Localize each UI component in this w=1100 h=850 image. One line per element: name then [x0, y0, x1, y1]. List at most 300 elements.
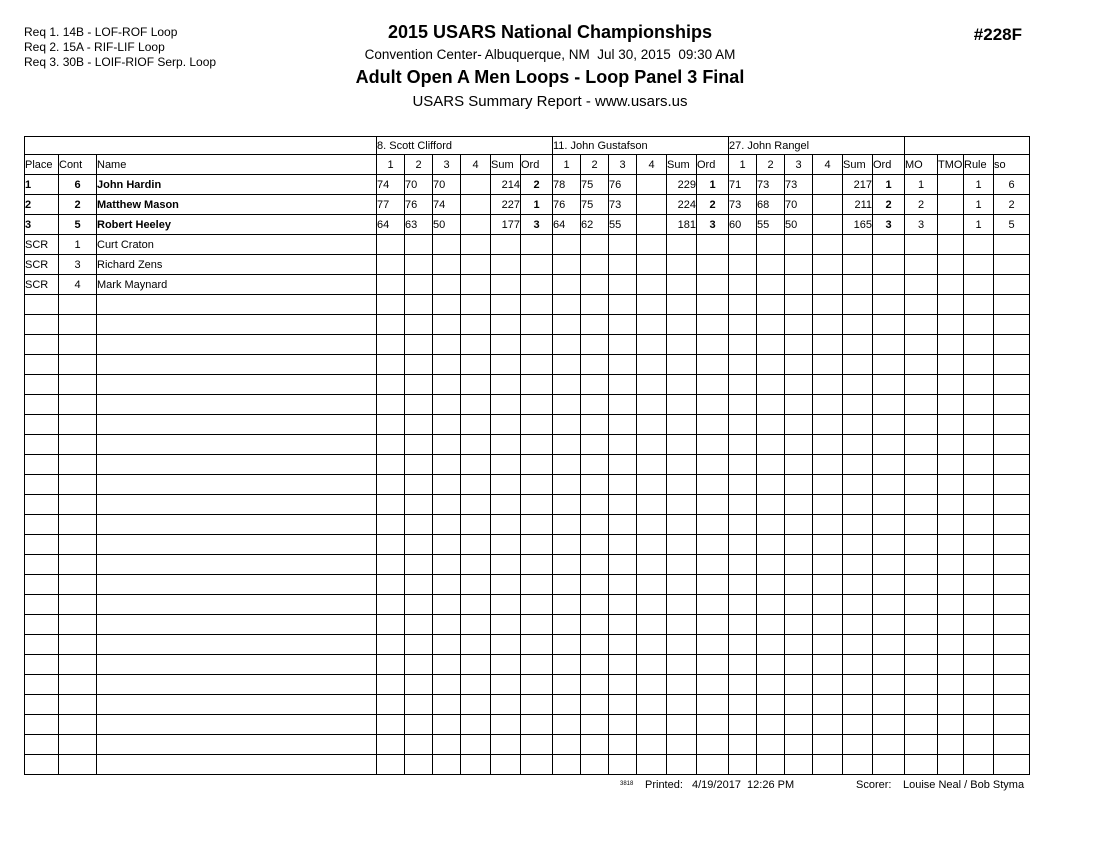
- empty-cell: [729, 335, 757, 355]
- empty-cell: [994, 515, 1030, 535]
- empty-cell: [491, 455, 521, 475]
- mo-cell: 2: [905, 195, 938, 215]
- empty-cell: [757, 675, 785, 695]
- empty-cell: [581, 675, 609, 695]
- empty-cell: [813, 735, 843, 755]
- empty-cell: [609, 435, 637, 455]
- empty-cell: [461, 375, 491, 395]
- empty-cell: [994, 315, 1030, 335]
- empty-cell: [843, 375, 873, 395]
- empty-cell: [97, 575, 377, 595]
- empty-cell: [873, 295, 905, 315]
- empty-cell: [729, 515, 757, 535]
- empty-cell: [873, 555, 905, 575]
- score-cell: 55: [609, 215, 637, 235]
- ordinal-cell: 2: [873, 195, 905, 215]
- empty-cell: [785, 715, 813, 735]
- place-cell: 1: [25, 175, 59, 195]
- empty-cell: [994, 435, 1030, 455]
- empty-cell: [905, 435, 938, 455]
- empty-cell: [491, 735, 521, 755]
- event-title: Adult Open A Men Loops - Loop Panel 3 Final: [355, 67, 745, 87]
- empty-cell: [729, 315, 757, 335]
- empty-cell: [491, 715, 521, 735]
- empty-cell: [25, 695, 59, 715]
- empty-cell: [697, 315, 729, 335]
- skater-name-cell: Robert Heeley: [97, 215, 377, 235]
- ordinal-cell: 3: [521, 215, 553, 235]
- rule-cell: 1: [964, 175, 994, 195]
- empty-cell: [938, 595, 964, 615]
- sum-cell: [667, 235, 697, 255]
- empty-cell: [667, 355, 697, 375]
- empty-cell: [785, 615, 813, 635]
- empty-cell: [609, 575, 637, 595]
- score-cell: [405, 275, 433, 295]
- contestant-number-cell: 3: [59, 255, 97, 275]
- empty-cell: [59, 355, 97, 375]
- empty-cell: [843, 615, 873, 635]
- empty-cell: [25, 535, 59, 555]
- empty-cell: [25, 755, 59, 775]
- empty-cell: [905, 675, 938, 695]
- empty-cell: [905, 335, 938, 355]
- empty-cell: [405, 755, 433, 775]
- empty-cell: [905, 355, 938, 375]
- score-cell: 78: [553, 175, 581, 195]
- column-header: 3: [609, 155, 637, 175]
- empty-cell: [97, 495, 377, 515]
- empty-cell: [667, 615, 697, 635]
- score-cell: 75: [581, 175, 609, 195]
- empty-cell: [521, 395, 553, 415]
- empty-cell: [964, 755, 994, 775]
- empty-cell: [59, 455, 97, 475]
- column-header: Cont: [59, 155, 97, 175]
- result-row: [25, 275, 1030, 295]
- empty-cell: [843, 395, 873, 415]
- score-cell: 70: [785, 195, 813, 215]
- empty-cell: [609, 735, 637, 755]
- empty-cell: [667, 335, 697, 355]
- column-header: Sum: [843, 155, 873, 175]
- score-cell: [729, 235, 757, 255]
- score-cell: [405, 255, 433, 275]
- empty-cell: [938, 455, 964, 475]
- empty-cell: [461, 415, 491, 435]
- ordinal-cell: 2: [521, 175, 553, 195]
- empty-cell: [433, 675, 461, 695]
- empty-cell: [785, 315, 813, 335]
- empty-cell: [667, 495, 697, 515]
- score-cell: [757, 255, 785, 275]
- column-header: 2: [581, 155, 609, 175]
- report-number: #228F: [973, 25, 1022, 44]
- empty-cell: [697, 555, 729, 575]
- empty-cell: [813, 495, 843, 515]
- empty-cell: [757, 455, 785, 475]
- score-cell: 60: [729, 215, 757, 235]
- empty-cell: [609, 675, 637, 695]
- empty-cell: [757, 515, 785, 535]
- empty-cell: [905, 655, 938, 675]
- empty-cell: [609, 315, 637, 335]
- ordinal-cell: [873, 255, 905, 275]
- empty-cell: [905, 415, 938, 435]
- empty-cell: [757, 315, 785, 335]
- column-header: 1: [729, 155, 757, 175]
- empty-cell: [461, 355, 491, 375]
- rule-cell: 1: [964, 215, 994, 235]
- ordinal-cell: [697, 235, 729, 255]
- empty-cell: [729, 295, 757, 315]
- tmo-cell: [938, 235, 964, 255]
- tmo-cell: [938, 255, 964, 275]
- place-cell: SCR: [25, 255, 59, 275]
- empty-cell: [491, 555, 521, 575]
- so-cell: 6: [994, 175, 1030, 195]
- score-cell: [377, 275, 405, 295]
- empty-cell: [964, 295, 994, 315]
- sum-cell: 214: [491, 175, 521, 195]
- empty-cell: [405, 555, 433, 575]
- empty-cell: [667, 635, 697, 655]
- empty-cell: [405, 695, 433, 715]
- empty-cell: [785, 515, 813, 535]
- empty-cell: [994, 415, 1030, 435]
- empty-cell: [491, 415, 521, 435]
- empty-cell: [581, 535, 609, 555]
- empty-cell: [97, 315, 377, 335]
- empty-cell: [581, 395, 609, 415]
- empty-cell: [405, 395, 433, 415]
- empty-cell: [905, 535, 938, 555]
- report-type-line: USARS Summary Report - www.usars.us: [412, 93, 688, 110]
- empty-cell: [609, 695, 637, 715]
- score-cell: [813, 235, 843, 255]
- empty-cell: [461, 635, 491, 655]
- empty-cell: [905, 715, 938, 735]
- score-cell: [581, 255, 609, 275]
- empty-cell: [405, 495, 433, 515]
- empty-cell: [461, 615, 491, 635]
- empty-cell: [553, 595, 581, 615]
- empty-cell: [25, 475, 59, 495]
- empty-cell: [637, 715, 667, 735]
- empty-cell: [757, 715, 785, 735]
- scorer-label: Scorer:: [856, 779, 892, 791]
- score-cell: 76: [405, 195, 433, 215]
- empty-cell: [553, 355, 581, 375]
- empty-cell: [433, 595, 461, 615]
- empty-cell: [938, 535, 964, 555]
- empty-cell: [97, 455, 377, 475]
- judge-name: 8. Scott Clifford: [377, 137, 553, 155]
- empty-cell: [873, 415, 905, 435]
- judge-row-spacer: [905, 137, 1030, 155]
- empty-cell: [785, 475, 813, 495]
- contestant-number-cell: 1: [59, 235, 97, 255]
- empty-cell: [729, 475, 757, 495]
- column-header: Sum: [667, 155, 697, 175]
- score-cell: [785, 275, 813, 295]
- empty-cell: [813, 755, 843, 775]
- empty-cell: [813, 615, 843, 635]
- empty-cell: [97, 515, 377, 535]
- column-header: 1: [553, 155, 581, 175]
- empty-cell: [938, 515, 964, 535]
- empty-cell: [25, 595, 59, 615]
- empty-cell: [757, 415, 785, 435]
- column-header: Ord: [697, 155, 729, 175]
- column-header: 4: [461, 155, 491, 175]
- so-cell: 2: [994, 195, 1030, 215]
- empty-cell: [873, 495, 905, 515]
- empty-cell: [905, 295, 938, 315]
- empty-cell: [59, 595, 97, 615]
- empty-cell: [553, 695, 581, 715]
- empty-cell: [813, 635, 843, 655]
- score-cell: 76: [609, 175, 637, 195]
- empty-cell: [697, 635, 729, 655]
- empty-cell: [964, 475, 994, 495]
- empty-cell: [994, 535, 1030, 555]
- empty-cell: [433, 535, 461, 555]
- empty-cell: [964, 675, 994, 695]
- empty-cell: [637, 635, 667, 655]
- column-header: 4: [813, 155, 843, 175]
- score-cell: [461, 235, 491, 255]
- empty-cell: [757, 535, 785, 555]
- empty-cell: [964, 495, 994, 515]
- scorer-names: Louise Neal / Bob Styma: [903, 779, 1025, 791]
- empty-cell: [667, 315, 697, 335]
- empty-cell: [813, 595, 843, 615]
- empty-cell: [637, 355, 667, 375]
- empty-cell: [873, 475, 905, 495]
- empty-row: [25, 355, 1030, 375]
- empty-cell: [813, 295, 843, 315]
- score-cell: [553, 275, 581, 295]
- empty-cell: [377, 595, 405, 615]
- empty-cell: [581, 595, 609, 615]
- empty-cell: [729, 615, 757, 635]
- empty-cell: [433, 495, 461, 515]
- column-header: Name: [97, 155, 377, 175]
- score-cell: [609, 235, 637, 255]
- empty-cell: [405, 375, 433, 395]
- empty-cell: [377, 755, 405, 775]
- empty-cell: [581, 755, 609, 775]
- empty-cell: [405, 475, 433, 495]
- empty-cell: [994, 355, 1030, 375]
- empty-cell: [25, 455, 59, 475]
- empty-cell: [757, 595, 785, 615]
- empty-cell: [97, 655, 377, 675]
- score-cell: [729, 275, 757, 295]
- empty-cell: [994, 375, 1030, 395]
- empty-cell: [491, 395, 521, 415]
- empty-cell: [729, 375, 757, 395]
- sum-cell: 211: [843, 195, 873, 215]
- empty-cell: [97, 535, 377, 555]
- empty-cell: [405, 355, 433, 375]
- empty-cell: [785, 575, 813, 595]
- empty-row: [25, 735, 1030, 755]
- empty-cell: [25, 395, 59, 415]
- empty-cell: [553, 735, 581, 755]
- empty-cell: [461, 335, 491, 355]
- empty-cell: [97, 295, 377, 315]
- score-cell: [377, 255, 405, 275]
- empty-cell: [843, 735, 873, 755]
- mo-cell: [905, 255, 938, 275]
- sum-cell: [491, 255, 521, 275]
- empty-cell: [581, 515, 609, 535]
- empty-cell: [553, 375, 581, 395]
- empty-cell: [25, 615, 59, 635]
- empty-cell: [813, 475, 843, 495]
- empty-cell: [461, 495, 491, 515]
- empty-row: [25, 555, 1030, 575]
- empty-cell: [405, 535, 433, 555]
- score-cell: [637, 215, 667, 235]
- empty-cell: [553, 635, 581, 655]
- ordinal-cell: [697, 255, 729, 275]
- empty-cell: [994, 755, 1030, 775]
- place-cell: SCR: [25, 275, 59, 295]
- empty-cell: [491, 355, 521, 375]
- empty-cell: [405, 315, 433, 335]
- empty-cell: [491, 295, 521, 315]
- empty-cell: [25, 675, 59, 695]
- empty-cell: [433, 655, 461, 675]
- empty-cell: [405, 715, 433, 735]
- empty-cell: [873, 635, 905, 655]
- empty-cell: [697, 435, 729, 455]
- mo-cell: [905, 235, 938, 255]
- empty-cell: [785, 355, 813, 375]
- empty-cell: [59, 435, 97, 455]
- empty-cell: [433, 455, 461, 475]
- empty-cell: [905, 375, 938, 395]
- empty-cell: [405, 735, 433, 755]
- column-header: Place: [25, 155, 59, 175]
- empty-cell: [553, 615, 581, 635]
- empty-cell: [785, 595, 813, 615]
- empty-cell: [553, 755, 581, 775]
- empty-cell: [938, 735, 964, 755]
- empty-cell: [843, 415, 873, 435]
- empty-cell: [813, 695, 843, 715]
- empty-cell: [433, 295, 461, 315]
- empty-cell: [994, 655, 1030, 675]
- sum-cell: 181: [667, 215, 697, 235]
- empty-cell: [697, 675, 729, 695]
- empty-cell: [59, 735, 97, 755]
- score-cell: 74: [433, 195, 461, 215]
- empty-cell: [59, 515, 97, 535]
- empty-cell: [729, 715, 757, 735]
- empty-cell: [405, 455, 433, 475]
- empty-cell: [553, 575, 581, 595]
- empty-cell: [609, 355, 637, 375]
- result-row: [25, 235, 1030, 255]
- empty-row: [25, 295, 1030, 315]
- empty-cell: [757, 375, 785, 395]
- empty-row: [25, 675, 1030, 695]
- place-cell: SCR: [25, 235, 59, 255]
- empty-cell: [521, 615, 553, 635]
- sum-cell: [843, 275, 873, 295]
- empty-cell: [873, 515, 905, 535]
- empty-cell: [697, 655, 729, 675]
- score-cell: [553, 255, 581, 275]
- rule-cell: [964, 275, 994, 295]
- score-cell: 55: [757, 215, 785, 235]
- empty-cell: [377, 355, 405, 375]
- empty-cell: [994, 615, 1030, 635]
- score-cell: 70: [405, 175, 433, 195]
- empty-cell: [637, 735, 667, 755]
- empty-cell: [843, 715, 873, 735]
- empty-cell: [757, 435, 785, 455]
- empty-cell: [843, 335, 873, 355]
- empty-cell: [461, 755, 491, 775]
- empty-cell: [521, 415, 553, 435]
- empty-cell: [843, 675, 873, 695]
- empty-cell: [521, 475, 553, 495]
- empty-cell: [964, 635, 994, 655]
- empty-cell: [994, 675, 1030, 695]
- empty-cell: [964, 395, 994, 415]
- empty-cell: [697, 535, 729, 555]
- empty-cell: [491, 535, 521, 555]
- score-cell: [433, 235, 461, 255]
- empty-cell: [813, 335, 843, 355]
- empty-cell: [905, 495, 938, 515]
- empty-cell: [461, 715, 491, 735]
- so-cell: [994, 275, 1030, 295]
- empty-cell: [785, 435, 813, 455]
- version-number: 3818: [620, 781, 634, 787]
- empty-cell: [553, 335, 581, 355]
- ordinal-cell: 1: [873, 175, 905, 195]
- empty-cell: [757, 495, 785, 515]
- empty-cell: [377, 375, 405, 395]
- score-cell: 73: [729, 195, 757, 215]
- score-cell: 70: [433, 175, 461, 195]
- empty-cell: [697, 415, 729, 435]
- empty-cell: [461, 515, 491, 535]
- empty-cell: [97, 415, 377, 435]
- empty-cell: [905, 515, 938, 535]
- empty-cell: [97, 635, 377, 655]
- sum-cell: [491, 275, 521, 295]
- score-cell: [461, 175, 491, 195]
- score-cell: 64: [377, 215, 405, 235]
- empty-row: [25, 435, 1030, 455]
- empty-cell: [25, 735, 59, 755]
- empty-cell: [637, 695, 667, 715]
- venue-date-line: Convention Center- Albuquerque, NM Jul 30, 2015 09:30 AM: [364, 47, 736, 62]
- ordinal-cell: 3: [697, 215, 729, 235]
- empty-cell: [729, 395, 757, 415]
- empty-cell: [697, 615, 729, 635]
- empty-cell: [461, 655, 491, 675]
- empty-cell: [25, 375, 59, 395]
- empty-cell: [873, 715, 905, 735]
